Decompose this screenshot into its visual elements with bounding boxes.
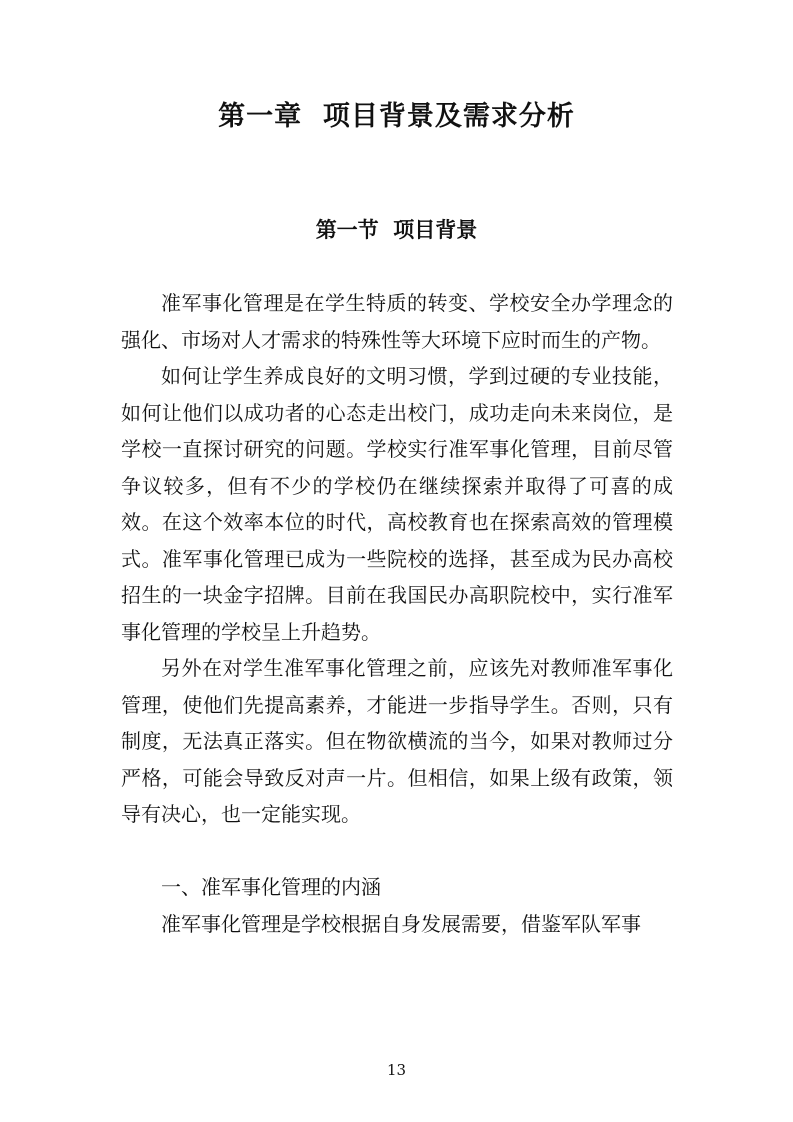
chapter-title: 第一章 项目背景及需求分析 (218, 101, 575, 132)
paragraph: 准军事化管理是在学生特质的转变、学校安全办学理念的强化、市场对人才需求的特殊性等大环境下应时而生的产物。 (121, 291, 673, 352)
paragraph: 如何让学生养成良好的文明习惯，学到过硬的专业技能，如何让他们以成功者的心态走出校门，成功走向未来岗位，是学校一直探讨研究的问题。学校实行准军事化管理，目前尽管争议较多，但有不少的学校仍在继续探索并取得了可喜的成效。在这个效率本位的时代，高校教育也在探索高效的管理模式。准军事化管理已成为一些院校的选择，甚至成为民办高校招生的一块金字招牌。目前在我国民办高职院校中，实行准军事化管理的学校呈上升趋势。 (121, 364, 673, 644)
page-number: 13 (386, 1061, 407, 1079)
section-title: 第一节 项目背景 (315, 218, 478, 242)
paragraph: 准军事化管理是学校根据自身发展需要，借鉴军队军事 (161, 911, 641, 936)
paragraph: 另外在对学生准军事化管理之前，应该先对教师准军事化管理，使他们先提高素养，才能进一步指导学生。否则，只有制度，无法真正落实。但在物欲横流的当今，如果对教师过分严格，可能会导致反对声一片。但相信，如果上级有政策，领导有决心，也一定能实现。 (121, 656, 673, 826)
subheading: 一、准军事化管理的内涵 (161, 875, 381, 899)
body-text (121, 285, 673, 942)
